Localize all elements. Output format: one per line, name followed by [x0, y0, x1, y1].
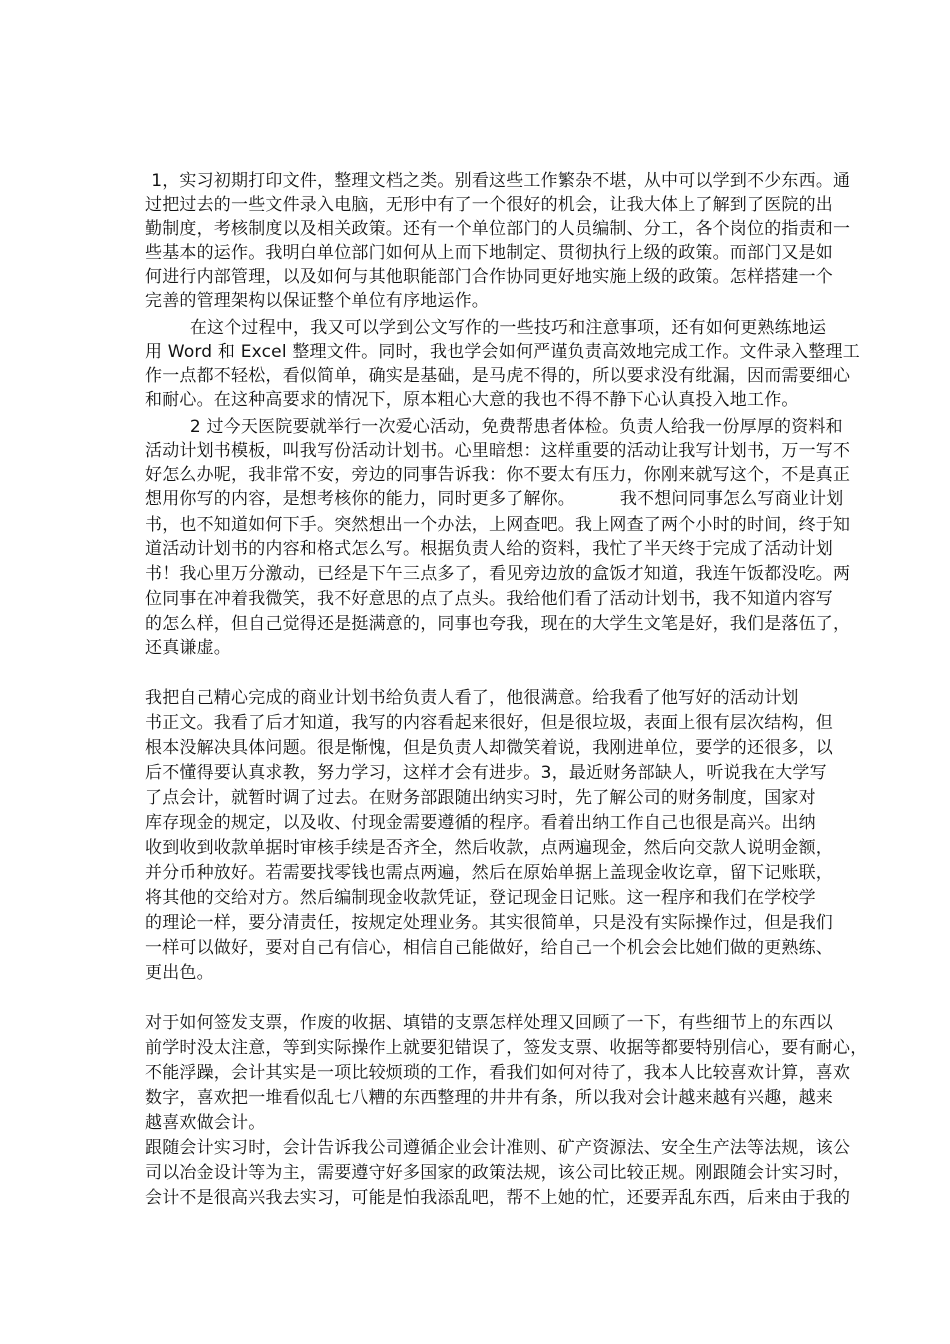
text-line: 司以冶金设计等为主，需要遵守好多国家的政策法规，该公司比较正规。刚跟随会计实习时，	[145, 1163, 851, 1183]
text-line: 勤制度，考核制度以及相关政策。还有一个单位部门的人员编制、分工，各个岗位的指责和一	[145, 219, 851, 239]
text-line: 并分币种放好。若需要找零钱也需点两遍，然后在原始单据上盖现金收讫章，留下记账联，	[145, 863, 833, 883]
text-line: 1，实习初期打印文件，整理文档之类。别看这些工作繁杂不堪，从中可以学到不少东西。通	[140, 171, 851, 191]
text-line: 跟随会计实习时，会计告诉我公司遵循企业会计准则、矿产资源法、安全生产法等法规，该公	[145, 1138, 851, 1158]
text-line: 书正文。我看了后才知道，我写的内容看起来很好，但是很垃圾，表面上很有层次结构，但	[145, 713, 833, 733]
text-line: 想用你写的内容，是想考核你的能力，同时更多了解你。 我不想问同事怎么写商业计划	[145, 489, 844, 509]
text-line: 的怎么样，但自己觉得还是挺满意的，同事也夸我，现在的大学生文笔是好，我们是落伍了，	[145, 614, 851, 634]
text-line: 活动计划书模板，叫我写份活动计划书。心里暗想：这样重要的活动让我写计划书，万一写不	[145, 441, 851, 461]
text-line: 过把过去的一些文件录入电脑，无形中有了一个很好的机会，让我大体上了解到了医院的出	[145, 195, 833, 215]
text-line: 在这个过程中，我又可以学到公文写作的一些技巧和注意事项，还有如何更熟练地运	[145, 318, 827, 338]
text-line: 的理论一样，要分清责任，按规定处理业务。其实很简单，只是没有实际操作过，但是我们	[145, 913, 833, 933]
text-line: 对于如何签发支票，作废的收据、填错的支票怎样处理又回顾了一下，有些细节上的东西以	[145, 1013, 833, 1033]
text-line: 书！我心里万分激动，已经是下午三点多了，看见旁边放的盒饭才知道，我连午饭都没吃。两	[145, 564, 851, 584]
text-line: 2 过今天医院要就举行一次爱心活动，免费帮患者体检。负责人给我一份厚厚的资料和	[145, 417, 843, 437]
text-line: 数字，喜欢把一堆看似乱七八糟的东西整理的井井有条，所以我对会计越来越有兴趣，越来	[145, 1088, 833, 1108]
text-line: 作一点都不轻松，看似简单，确实是基础，是马虎不得的，所以要求没有纰漏，因而需要细心	[145, 366, 851, 386]
text-line: 用 Word 和 Excel 整理文件。同时，我也学会如何严谨负责高效地完成工作。文件录入整理工	[145, 342, 860, 362]
text-line: 根本没解决具体问题。很是惭愧，但是负责人却微笑着说，我刚进单位，要学的还很多，以	[145, 738, 833, 758]
text-line: 收到收到收款单据时审核手续是否齐全，然后收款，点两遍现金，然后向交款人说明金额，	[145, 838, 833, 858]
text-line: 后不懂得要认真求教，努力学习，这样才会有进步。3，最近财务部缺人，听说我在大学写	[145, 763, 827, 783]
text-line: 越喜欢做会计。	[145, 1113, 266, 1133]
text-line: 我把自己精心完成的商业计划书给负责人看了，他很满意。给我看了他写好的活动计划	[145, 688, 799, 708]
text-line: 好怎么办呢，我非常不安，旁边的同事告诉我：你不要太有压力，你刚来就写这个，不是真正	[145, 465, 851, 485]
text-line: 些基本的运作。我明白单位部门如何从上而下地制定、贯彻执行上级的政策。而部门又是如	[145, 243, 833, 263]
text-line: 书，也不知道如何下手。突然想出一个办法，上网查吧。我上网查了两个小时的时间，终于知	[145, 515, 851, 535]
text-line: 何进行内部管理，以及如何与其他职能部门合作协同更好地实施上级的政策。怎样搭建一个	[145, 267, 833, 287]
text-line: 一样可以做好，要对自己有信心，相信自己能做好，给自己一个机会会比她们做的更熟练、	[145, 938, 833, 958]
text-line: 前学时没太注意，等到实际操作上就要犯错误了，签发支票、收据等都要特别信心，要有耐心，	[145, 1038, 868, 1058]
text-line: 更出色。	[145, 963, 214, 983]
text-line: 了点会计，就暂时调了过去。在财务部跟随出纳实习时，先了解公司的财务制度，国家对	[145, 788, 816, 808]
text-line: 库存现金的规定，以及收、付现金需要遵循的程序。看着出纳工作自己也很是高兴。出纳	[145, 813, 816, 833]
text-line: 完善的管理架构以保证整个单位有序地运作。	[145, 291, 489, 311]
text-line: 会计不是很高兴我去实习，可能是怕我添乱吧，帮不上她的忙，还要弄乱东西，后来由于我的	[145, 1188, 851, 1208]
text-line: 道活动计划书的内容和格式怎么写。根据负责人给的资料，我忙了半天终于完成了活动计划	[145, 539, 833, 559]
text-line: 和耐心。在这种高要求的情况下，原本粗心大意的我也不得不静下心认真投入地工作。	[145, 390, 799, 410]
text-line: 不能浮躁，会计其实是一项比较烦琐的工作，看我们如何对待了，我本人比较喜欢计算，喜欢	[145, 1063, 851, 1083]
text-line: 将其他的交给对方。然后编制现金收款凭证，登记现金日记账。这一程序和我们在学校学	[145, 888, 816, 908]
text-line: 还真谦虚。	[145, 638, 231, 658]
text-line: 位同事在冲着我微笑，我不好意思的点了点头。我给他们看了活动计划书，我不知道内容写	[145, 589, 833, 609]
